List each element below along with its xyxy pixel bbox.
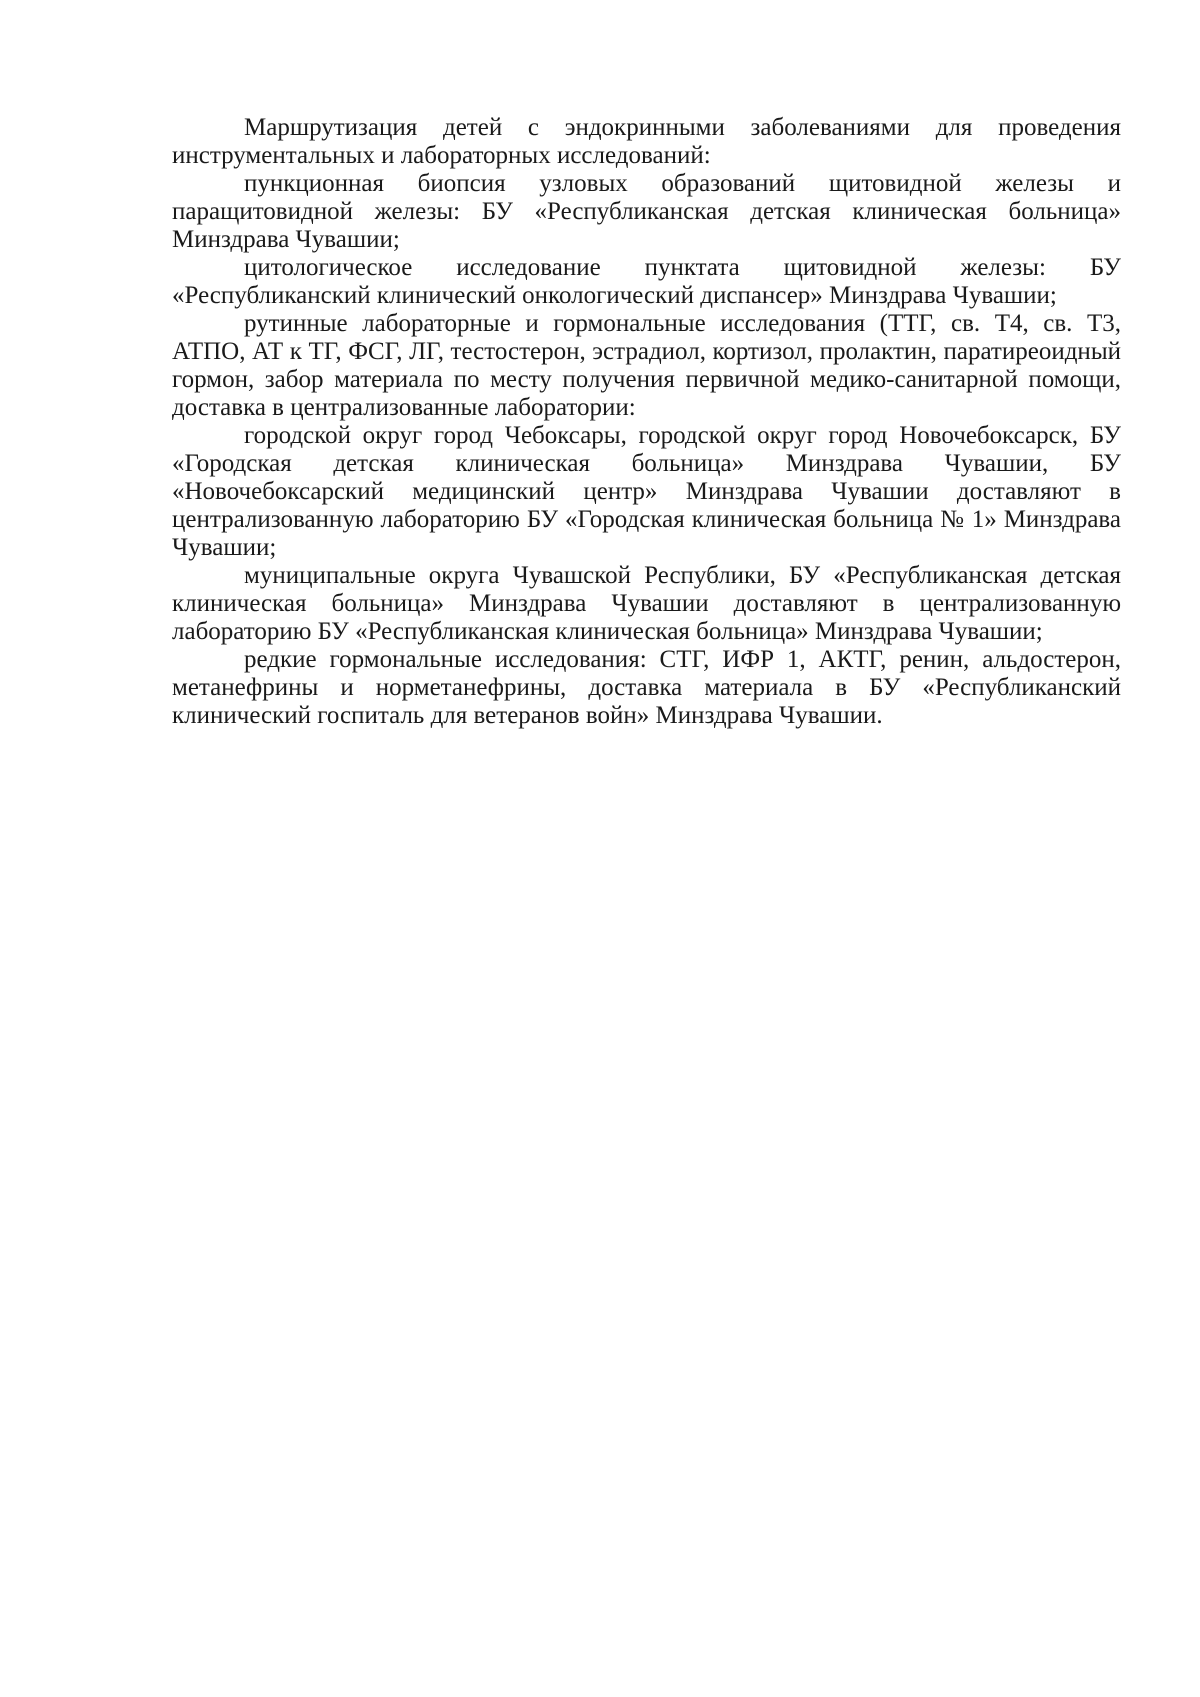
paragraph-intro: Маршрутизация детей с эндокринными заболеваниями для проведения инструментальных и лабораторных исследований: xyxy=(172,114,1121,169)
paragraph-rare-tests: редкие гормональные исследования: СТГ, ИФР 1, АКТГ, ренин, альдостерон, метанефрины и норметанефрины, доставка материала в БУ «Республиканский клинический госпиталь для ветеранов войн» Минздрава Чувашии. xyxy=(172,646,1121,729)
paragraph-biopsy: пункционная биопсия узловых образований щитовидной железы и паращитовидной железы: БУ «Республиканская детская клиническая больница» Минздрава Чувашии; xyxy=(172,170,1121,253)
paragraph-municipal-districts: муниципальные округа Чувашской Республики, БУ «Республиканская детская клиническая больница» Минздрава Чувашии доставляют в централизованную лабораторию БУ «Республиканская клиническая больница» Минздрава Чувашии; xyxy=(172,562,1121,645)
paragraph-cytology: цитологическое исследование пунктата щитовидной железы: БУ «Республиканский клинический онкологический диспансер» Минздрава Чувашии; xyxy=(172,254,1121,309)
document-page xyxy=(172,114,1121,730)
paragraph-routine-tests: рутинные лабораторные и гормональные исследования (ТТГ, св. Т4, св. Т3, АТПО, АТ к ТГ, ФСГ, ЛГ, тестостерон, эстрадиол, кортизол, пролактин, паратиреоидный гормон, забор материала по месту получения первичной медико-санитарной помощи, доставка в централизованные лаборатории: xyxy=(172,310,1121,421)
paragraph-city-districts: городской округ город Чебоксары, городской округ город Новочебоксарск, БУ «Городская детская клиническая больница» Минздрава Чувашии, БУ «Новочебоксарский медицинский центр» Минздрава Чувашии доставляют в централизованную лабораторию БУ «Городская клиническая больница № 1» Минздрава Чувашии; xyxy=(172,422,1121,561)
